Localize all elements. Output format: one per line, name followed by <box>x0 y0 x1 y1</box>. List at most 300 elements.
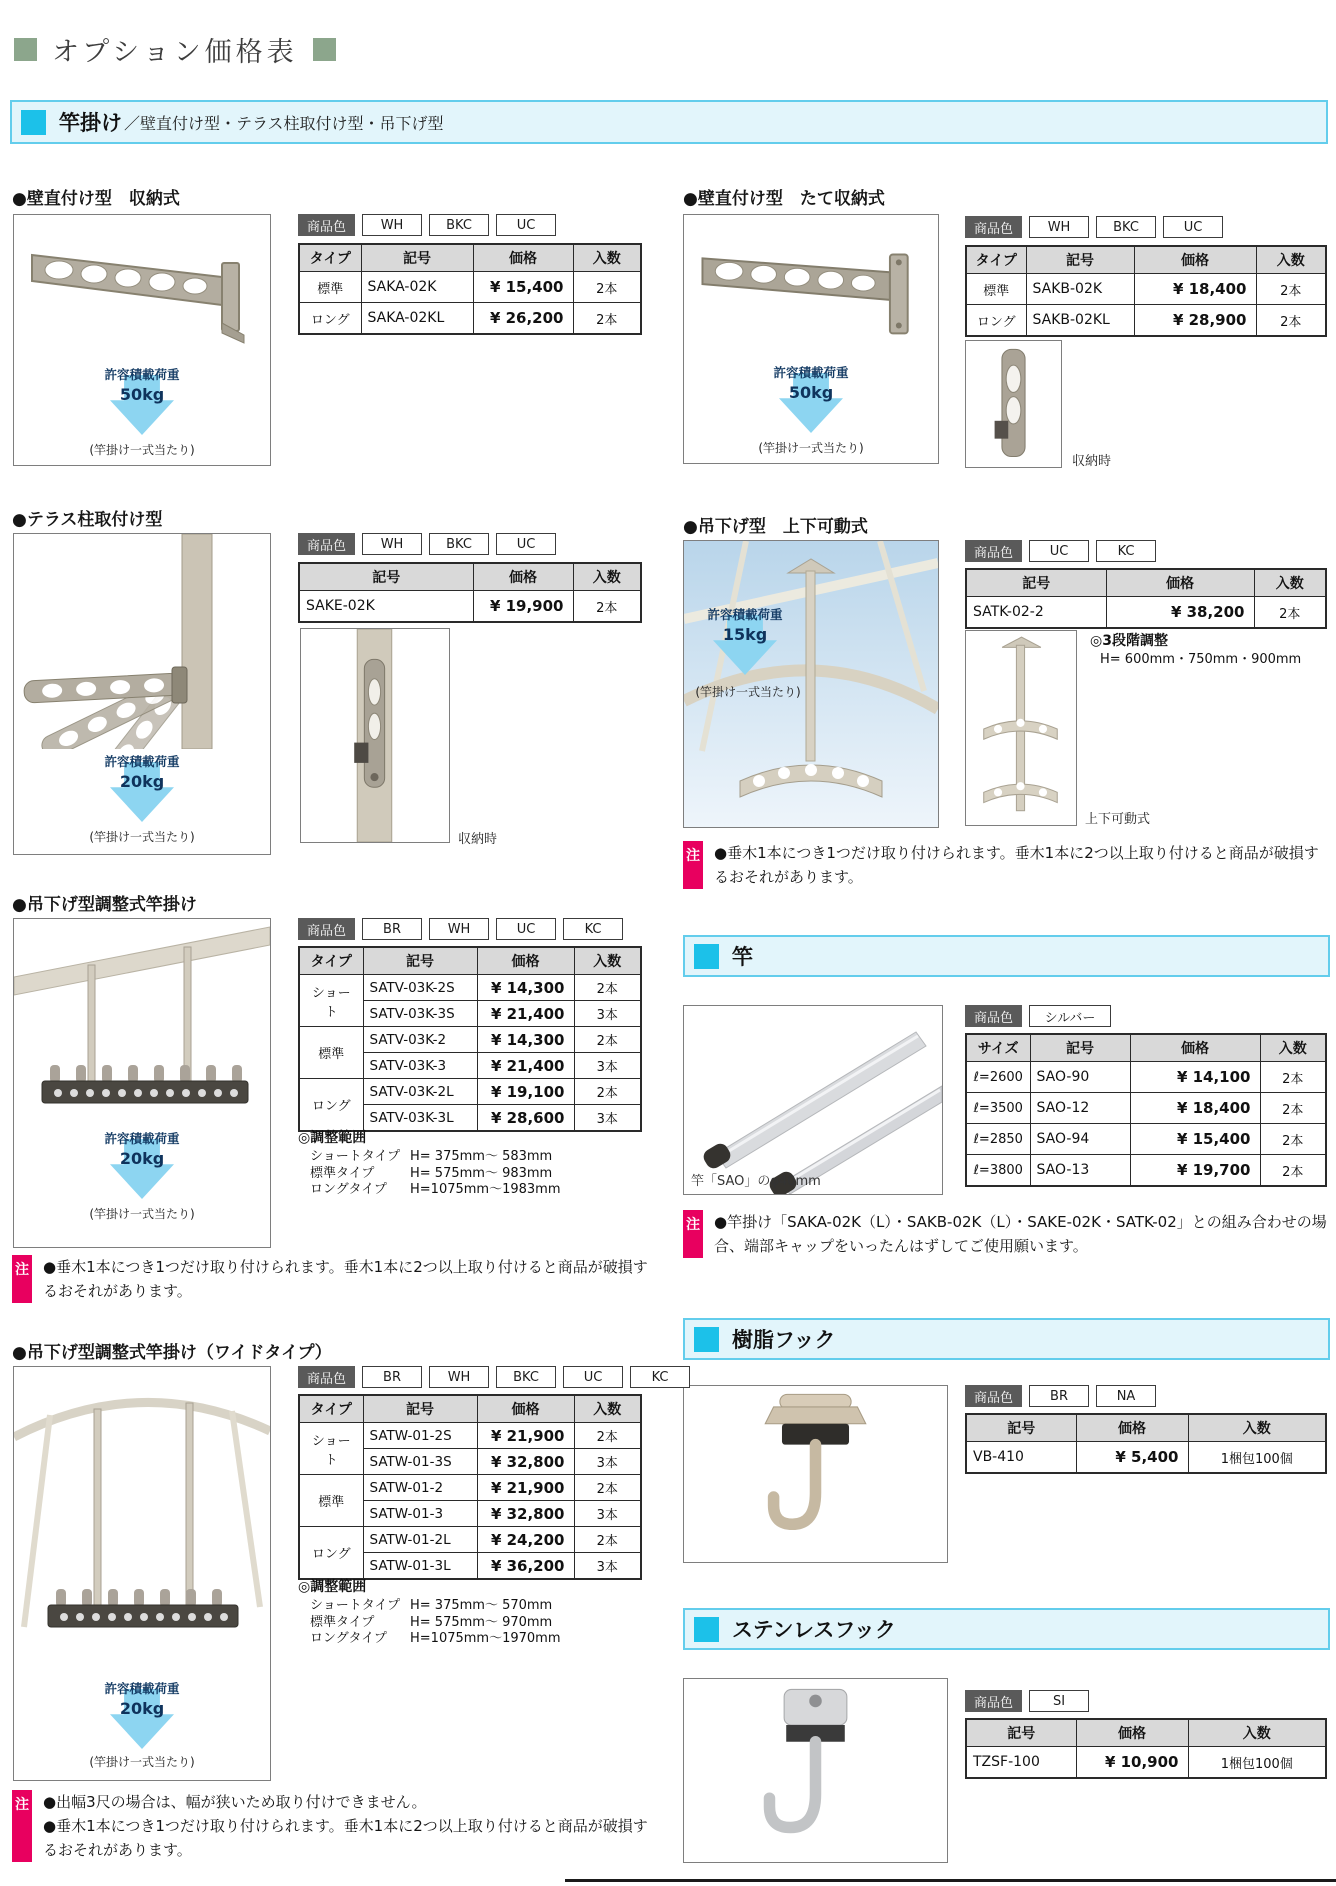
code-cell: SATK-02-2 <box>966 597 1106 629</box>
table-row <box>299 1475 641 1501</box>
table-row <box>299 1527 641 1553</box>
color-label: 商品色 <box>965 1385 1022 1407</box>
table-row <box>299 591 641 623</box>
section-bar-resin <box>683 1318 1330 1360</box>
load-label: 許容積載荷重 <box>104 754 180 769</box>
hang-adj-photo <box>13 918 271 1248</box>
size-cell: ℓ=3500 <box>966 1093 1030 1124</box>
col-header: 入数 <box>1188 1719 1326 1747</box>
per-set-caption: (竿掛け一式当たり) <box>758 441 864 455</box>
stainless-hook-illustration <box>684 1679 947 1862</box>
price-cell: ¥ 14,100 <box>1130 1062 1260 1093</box>
price-cell: ¥ 28,600 <box>477 1105 574 1132</box>
note-line: ●垂木1本につき1つだけ取り付けられます。垂木1本に2つ以上取り付けると商品が破損するおそれがあります。 <box>43 1817 648 1859</box>
adjust-range: H= 575mm～ 983mm <box>410 1165 553 1181</box>
price-cell: ¥ 5,400 <box>1076 1442 1188 1474</box>
heading-hang-adj: ●吊下げ型調整式竿掛け <box>12 895 197 915</box>
code-cell: SATV-03K-2 <box>363 1027 477 1053</box>
color-chip: WH <box>362 214 422 236</box>
price-cell: ¥ 24,200 <box>477 1527 574 1553</box>
col-header: タイプ <box>299 1395 363 1423</box>
load-badge <box>87 1679 197 1757</box>
terrace-stored-photo <box>300 628 450 843</box>
wall-bracket-illustration <box>684 215 938 363</box>
color-chip: WH <box>1029 216 1089 238</box>
col-header: 価格 <box>473 563 573 591</box>
count-cell: 2本 <box>1256 274 1326 305</box>
note-hang-adj <box>12 1255 652 1303</box>
color-chip: KC <box>630 1366 690 1388</box>
down-arrow-icon <box>779 373 843 433</box>
code-cell: SAO-13 <box>1030 1155 1130 1187</box>
resin-hook-illustration <box>684 1386 947 1562</box>
code-cell: SATV-03K-2S <box>363 975 477 1001</box>
movable-caption: 上下可動式 <box>1085 812 1151 827</box>
per-set-caption: (竿掛け一式当たり) <box>89 1755 195 1769</box>
size-cell: ℓ=2850 <box>966 1124 1030 1155</box>
cyan-square-icon <box>694 1327 719 1352</box>
price-cell: ¥ 21,400 <box>477 1053 574 1079</box>
sao-caption: 竿「SAO」のφ40mm <box>691 1174 821 1189</box>
col-header: 価格 <box>477 1395 574 1423</box>
note-tag: 注 <box>683 1210 703 1258</box>
stored-caption: 収納時 <box>1072 454 1112 469</box>
col-header: 入数 <box>1260 1034 1326 1062</box>
color-label: 商品色 <box>298 533 355 555</box>
load-label: 許容積載荷重 <box>707 607 783 622</box>
adjust-type: ロングタイプ <box>310 1631 387 1646</box>
stored-caption: 収納時 <box>458 832 498 847</box>
price-cell: ¥ 15,400 <box>1130 1124 1260 1155</box>
price-cell: ¥ 10,900 <box>1076 1747 1188 1779</box>
color-chip: NA <box>1096 1385 1156 1407</box>
count-cell: 3本 <box>574 1553 641 1580</box>
col-header: タイプ <box>966 246 1026 274</box>
color-chip: BKC <box>429 214 489 236</box>
sao-photo <box>683 1005 943 1195</box>
col-header: 価格 <box>477 947 574 975</box>
col-header: 価格 <box>1134 246 1256 274</box>
color-chip: BR <box>362 918 422 940</box>
heading-hang-mov: ●吊下げ型 上下可動式 <box>683 517 868 537</box>
sao-colors <box>965 1005 1111 1027</box>
color-label: 商品色 <box>965 1690 1022 1712</box>
hanging-wide-hanger-illustration <box>14 1367 270 1657</box>
code-cell: SAKE-02K <box>299 591 473 623</box>
color-chip: KC <box>563 918 623 940</box>
count-cell: 2本 <box>573 303 641 335</box>
count-cell: 2本 <box>1260 1124 1326 1155</box>
page-title <box>14 30 336 69</box>
hang-wide-photo <box>13 1366 271 1781</box>
col-header: 価格 <box>1106 569 1254 597</box>
green-square-icon <box>313 38 336 61</box>
col-header: 記号 <box>363 1395 477 1423</box>
adjust-range: H=1075mm～1983mm <box>410 1182 561 1197</box>
load-value: 20kg <box>119 772 165 791</box>
adjust-type: ロングタイプ <box>310 1182 387 1197</box>
hang-mov-table <box>965 568 1327 629</box>
page-edge-line <box>565 1879 1336 1882</box>
color-chip: KC <box>1096 540 1156 562</box>
table-header-row <box>966 1719 1326 1747</box>
load-badge <box>87 365 197 443</box>
count-cell: 2本 <box>1260 1155 1326 1187</box>
col-header: サイズ <box>966 1034 1030 1062</box>
load-label: 許容積載荷重 <box>104 367 180 382</box>
color-chip: UC <box>496 918 556 940</box>
count-cell: 2本 <box>1254 597 1326 629</box>
three-step-detail: H= 600mm・750mm・900mm <box>1100 652 1302 667</box>
color-chip: UC <box>496 214 556 236</box>
color-chip: UC <box>496 533 556 555</box>
three-step-adjust <box>1090 630 1301 669</box>
table-header-row <box>966 569 1326 597</box>
note-hang-mov <box>683 841 1331 889</box>
note-tag: 注 <box>12 1790 32 1862</box>
section-bar-sao <box>683 935 1330 977</box>
price-cell: ¥ 32,800 <box>477 1501 574 1527</box>
count-cell: 3本 <box>574 1449 641 1475</box>
color-label: 商品色 <box>298 214 355 236</box>
wall-flat-table <box>298 243 642 335</box>
size-cell: ℓ=3800 <box>966 1155 1030 1187</box>
table-header-row <box>299 563 641 591</box>
bar-title: 竿掛け <box>59 111 122 135</box>
stored-bracket-illustration <box>301 629 449 842</box>
down-arrow-icon <box>110 375 174 435</box>
code-cell: SATW-01-2L <box>363 1527 477 1553</box>
wall-bracket-illustration <box>14 215 270 365</box>
adjust-range: H= 575mm～ 970mm <box>410 1614 553 1630</box>
price-cell: ¥ 14,300 <box>477 975 574 1001</box>
load-value: 20kg <box>119 1149 165 1168</box>
col-header: 入数 <box>1256 246 1326 274</box>
code-cell: SAKA-02K <box>361 272 473 303</box>
col-header: 記号 <box>299 563 473 591</box>
count-cell: 2本 <box>574 1027 641 1053</box>
col-header: 価格 <box>1076 1719 1188 1747</box>
resin-hook-photo <box>683 1385 948 1563</box>
price-cell: ¥ 19,100 <box>477 1079 574 1105</box>
adjust-title: ◎調整範囲 <box>298 1130 367 1146</box>
hang-adj-colors <box>298 918 623 940</box>
count-cell: 3本 <box>574 1053 641 1079</box>
price-cell: ¥ 14,300 <box>477 1027 574 1053</box>
color-chip: WH <box>429 918 489 940</box>
col-header: 記号 <box>966 1414 1076 1442</box>
per-set-caption: (竿掛け一式当たり) <box>89 443 195 457</box>
table-header-row <box>966 1034 1326 1062</box>
heading-hang-wide: ●吊下げ型調整式竿掛け（ワイドタイプ） <box>12 1343 332 1363</box>
adjust-type: 標準タイプ <box>310 1165 375 1181</box>
terrace-bracket-illustration <box>14 534 270 749</box>
type-cell: 標準 <box>966 274 1026 305</box>
col-header: 記号 <box>966 1719 1076 1747</box>
down-arrow-icon <box>713 615 777 675</box>
code-cell: SATV-03K-3L <box>363 1105 477 1132</box>
count-cell: 1梱包100個 <box>1188 1442 1326 1474</box>
count-cell: 2本 <box>574 975 641 1001</box>
heading-wall-flat: ●壁直付け型 収納式 <box>12 189 180 209</box>
heading-wall-vert: ●壁直付け型 たて収納式 <box>683 189 885 209</box>
table-header-row <box>299 244 641 272</box>
bar-title: 樹脂フック <box>732 1328 836 1352</box>
code-cell: SATW-01-3L <box>363 1553 477 1580</box>
cyan-square-icon <box>694 944 719 969</box>
code-cell: SATW-01-2 <box>363 1475 477 1501</box>
per-set-caption: (竿掛け一式当たり) <box>89 830 195 844</box>
hang-mov-detail-photo <box>965 630 1077 826</box>
table-row <box>966 597 1326 629</box>
load-value: 15kg <box>722 625 768 644</box>
stainless-table <box>965 1718 1327 1779</box>
count-cell: 2本 <box>1256 305 1326 337</box>
adjust-type: ショートタイプ <box>310 1598 401 1613</box>
bar-subtitle: ／壁直付け型・テラス柱取付け型・吊下げ型 <box>124 113 444 133</box>
hang-adj-table <box>298 946 642 1132</box>
adjust-range: H= 375mm～ 583mm <box>410 1149 553 1164</box>
price-cell: ¥ 15,400 <box>473 272 573 303</box>
code-cell: SAO-12 <box>1030 1093 1130 1124</box>
price-cell: ¥ 21,900 <box>477 1475 574 1501</box>
wall-vert-colors <box>965 216 1223 238</box>
load-value: 50kg <box>788 383 834 402</box>
price-cell: ¥ 19,700 <box>1130 1155 1260 1187</box>
adjust-range-hang-adj <box>298 1127 561 1199</box>
note-hang-wide <box>12 1790 652 1862</box>
load-badge <box>87 752 197 830</box>
col-header: 入数 <box>574 1395 641 1423</box>
wall-flat-photo <box>13 214 271 466</box>
table-header-row <box>966 246 1326 274</box>
count-cell: 2本 <box>574 1423 641 1449</box>
resin-table <box>965 1413 1327 1474</box>
type-cell: 標準 <box>299 1027 363 1079</box>
col-header: 価格 <box>473 244 573 272</box>
count-cell: 3本 <box>574 1501 641 1527</box>
load-value: 50kg <box>119 385 165 404</box>
adjust-type: 標準タイプ <box>310 1614 375 1630</box>
adjust-range: H=1075mm～1970mm <box>410 1631 561 1646</box>
table-row <box>299 272 641 303</box>
table-row <box>966 1062 1326 1093</box>
bar-title: 竿 <box>732 945 753 969</box>
note-text: ●垂木1本につき1つだけ取り付けられます。垂木1本に2つ以上取り付けると商品が破損するおそれがあります。 <box>43 1258 648 1300</box>
hang-mov-colors <box>965 540 1156 562</box>
note-sao <box>683 1210 1331 1258</box>
price-cell: ¥ 18,400 <box>1134 274 1256 305</box>
code-cell: VB-410 <box>966 1442 1076 1474</box>
code-cell: SATV-03K-2L <box>363 1079 477 1105</box>
price-cell: ¥ 18,400 <box>1130 1093 1260 1124</box>
load-badge <box>690 605 800 683</box>
poles-illustration <box>684 1006 942 1194</box>
terrace-table <box>298 562 642 623</box>
price-cell: ¥ 28,900 <box>1134 305 1256 337</box>
type-cell: ロング <box>299 303 361 335</box>
table-row <box>966 1747 1326 1779</box>
note-text <box>43 1790 648 1862</box>
col-header: 価格 <box>1076 1414 1188 1442</box>
table-row <box>966 1124 1326 1155</box>
code-cell: SATW-01-3S <box>363 1449 477 1475</box>
load-label: 許容積載荷重 <box>104 1131 180 1146</box>
color-label: 商品色 <box>965 540 1022 562</box>
count-cell: 3本 <box>574 1105 641 1132</box>
heading-terrace: ●テラス柱取付け型 <box>12 510 163 530</box>
code-cell: SAKA-02KL <box>361 303 473 335</box>
code-cell: SATW-01-2S <box>363 1423 477 1449</box>
count-cell: 2本 <box>574 1475 641 1501</box>
load-value: 20kg <box>119 1699 165 1718</box>
down-arrow-icon <box>110 762 174 822</box>
color-chip: BR <box>1029 1385 1089 1407</box>
cyan-square-icon <box>21 110 46 135</box>
table-row <box>299 975 641 1001</box>
price-cell: ¥ 36,200 <box>477 1553 574 1580</box>
price-cell: ¥ 21,400 <box>477 1001 574 1027</box>
code-cell: SAKB-02K <box>1026 274 1134 305</box>
stainless-colors <box>965 1690 1089 1712</box>
note-text: ●垂木1本につき1つだけ取り付けられます。垂木1本に2つ以上取り付けると商品が破損するおそれがあります。 <box>714 844 1319 886</box>
hang-mov-photo <box>683 540 939 828</box>
code-cell: SAO-94 <box>1030 1124 1130 1155</box>
count-cell: 2本 <box>573 272 641 303</box>
table-header-row <box>966 1414 1326 1442</box>
sao-table <box>965 1033 1327 1187</box>
bar-title: ステンレスフック <box>732 1618 896 1642</box>
terrace-colors <box>298 533 556 555</box>
down-arrow-icon <box>110 1139 174 1199</box>
type-cell: ショート <box>299 975 363 1027</box>
load-badge <box>87 1129 197 1207</box>
resin-colors <box>965 1385 1156 1407</box>
col-header: 記号 <box>1030 1034 1130 1062</box>
col-header: 価格 <box>1130 1034 1260 1062</box>
col-header: 記号 <box>361 244 473 272</box>
type-cell: 標準 <box>299 1475 363 1527</box>
wall-vert-stored-photo <box>965 340 1062 468</box>
load-badge <box>756 363 866 441</box>
green-square-icon <box>14 38 37 61</box>
cyan-square-icon <box>694 1617 719 1642</box>
code-cell: SATV-03K-3S <box>363 1001 477 1027</box>
table-header-row <box>299 947 641 975</box>
count-cell: 2本 <box>574 1079 641 1105</box>
col-header: 入数 <box>1188 1414 1326 1442</box>
stored-bracket-illustration <box>966 341 1061 467</box>
col-header: タイプ <box>299 244 361 272</box>
count-cell: 1梱包100個 <box>1188 1747 1326 1779</box>
wall-flat-colors <box>298 214 556 236</box>
color-label: 商品色 <box>965 216 1022 238</box>
color-chip: BKC <box>1096 216 1156 238</box>
per-set-caption: (竿掛け一式当たり) <box>695 685 801 699</box>
table-row <box>966 305 1326 337</box>
hanging-hanger-illustration <box>14 919 270 1119</box>
pole-hanger-illustration <box>966 631 1076 825</box>
color-chip: SI <box>1029 1690 1089 1712</box>
stainless-hook-photo <box>683 1678 948 1863</box>
color-chip: UC <box>563 1366 623 1388</box>
table-row <box>966 1442 1326 1474</box>
count-cell: 2本 <box>573 591 641 623</box>
type-cell: ロング <box>299 1079 363 1132</box>
note-tag: 注 <box>683 841 703 889</box>
price-cell: ¥ 26,200 <box>473 303 573 335</box>
color-label: 商品色 <box>298 1366 355 1388</box>
load-label: 許容積載荷重 <box>773 365 849 380</box>
color-chip: シルバー <box>1029 1005 1111 1027</box>
table-row <box>299 1027 641 1053</box>
hang-wide-table <box>298 1394 642 1580</box>
type-cell: 標準 <box>299 272 361 303</box>
col-header: 記号 <box>1026 246 1134 274</box>
price-cell: ¥ 32,800 <box>477 1449 574 1475</box>
color-chip: WH <box>362 533 422 555</box>
table-row <box>299 1079 641 1105</box>
color-chip: UC <box>1163 216 1223 238</box>
count-cell: 2本 <box>1260 1062 1326 1093</box>
section-bar-saokake <box>10 100 1328 144</box>
count-cell: 2本 <box>1260 1093 1326 1124</box>
price-cell: ¥ 21,900 <box>477 1423 574 1449</box>
note-tag: 注 <box>12 1255 32 1303</box>
col-header: 入数 <box>574 947 641 975</box>
code-cell: SATV-03K-3 <box>363 1053 477 1079</box>
count-cell: 3本 <box>574 1001 641 1027</box>
color-chip: BKC <box>429 533 489 555</box>
size-cell: ℓ=2600 <box>966 1062 1030 1093</box>
hang-wide-colors <box>298 1366 690 1388</box>
table-row <box>299 1423 641 1449</box>
table-row <box>966 1093 1326 1124</box>
load-label: 許容積載荷重 <box>104 1681 180 1696</box>
table-row <box>966 1155 1326 1187</box>
code-cell: SATW-01-3 <box>363 1501 477 1527</box>
color-label: 商品色 <box>965 1005 1022 1027</box>
count-cell: 2本 <box>574 1527 641 1553</box>
type-cell: ショート <box>299 1423 363 1475</box>
price-cell: ¥ 19,900 <box>473 591 573 623</box>
col-header: 入数 <box>573 563 641 591</box>
per-set-caption: (竿掛け一式当たり) <box>89 1207 195 1221</box>
col-header: 入数 <box>573 244 641 272</box>
adjust-range: H= 375mm～ 570mm <box>410 1598 553 1613</box>
col-header: 入数 <box>1254 569 1326 597</box>
color-label: 商品色 <box>298 918 355 940</box>
color-chip: BKC <box>496 1366 556 1388</box>
wall-vert-table <box>965 245 1327 337</box>
page-title-text: オプション価格表 <box>52 37 298 68</box>
col-header: タイプ <box>299 947 363 975</box>
code-cell: SAKB-02KL <box>1026 305 1134 337</box>
wall-vert-photo <box>683 214 939 464</box>
note-line: ●出幅3尺の場合は、幅が狭いため取り付けできません。 <box>43 1793 427 1811</box>
code-cell: SAO-90 <box>1030 1062 1130 1093</box>
adjust-title: ◎調整範囲 <box>298 1579 367 1595</box>
price-cell: ¥ 38,200 <box>1106 597 1254 629</box>
color-chip: BR <box>362 1366 422 1388</box>
table-header-row <box>299 1395 641 1423</box>
type-cell: ロング <box>966 305 1026 337</box>
col-header: 記号 <box>363 947 477 975</box>
adjust-type: ショートタイプ <box>310 1149 401 1164</box>
down-arrow-icon <box>110 1689 174 1749</box>
adjust-range-hang-wide <box>298 1576 561 1648</box>
code-cell: TZSF-100 <box>966 1747 1076 1779</box>
